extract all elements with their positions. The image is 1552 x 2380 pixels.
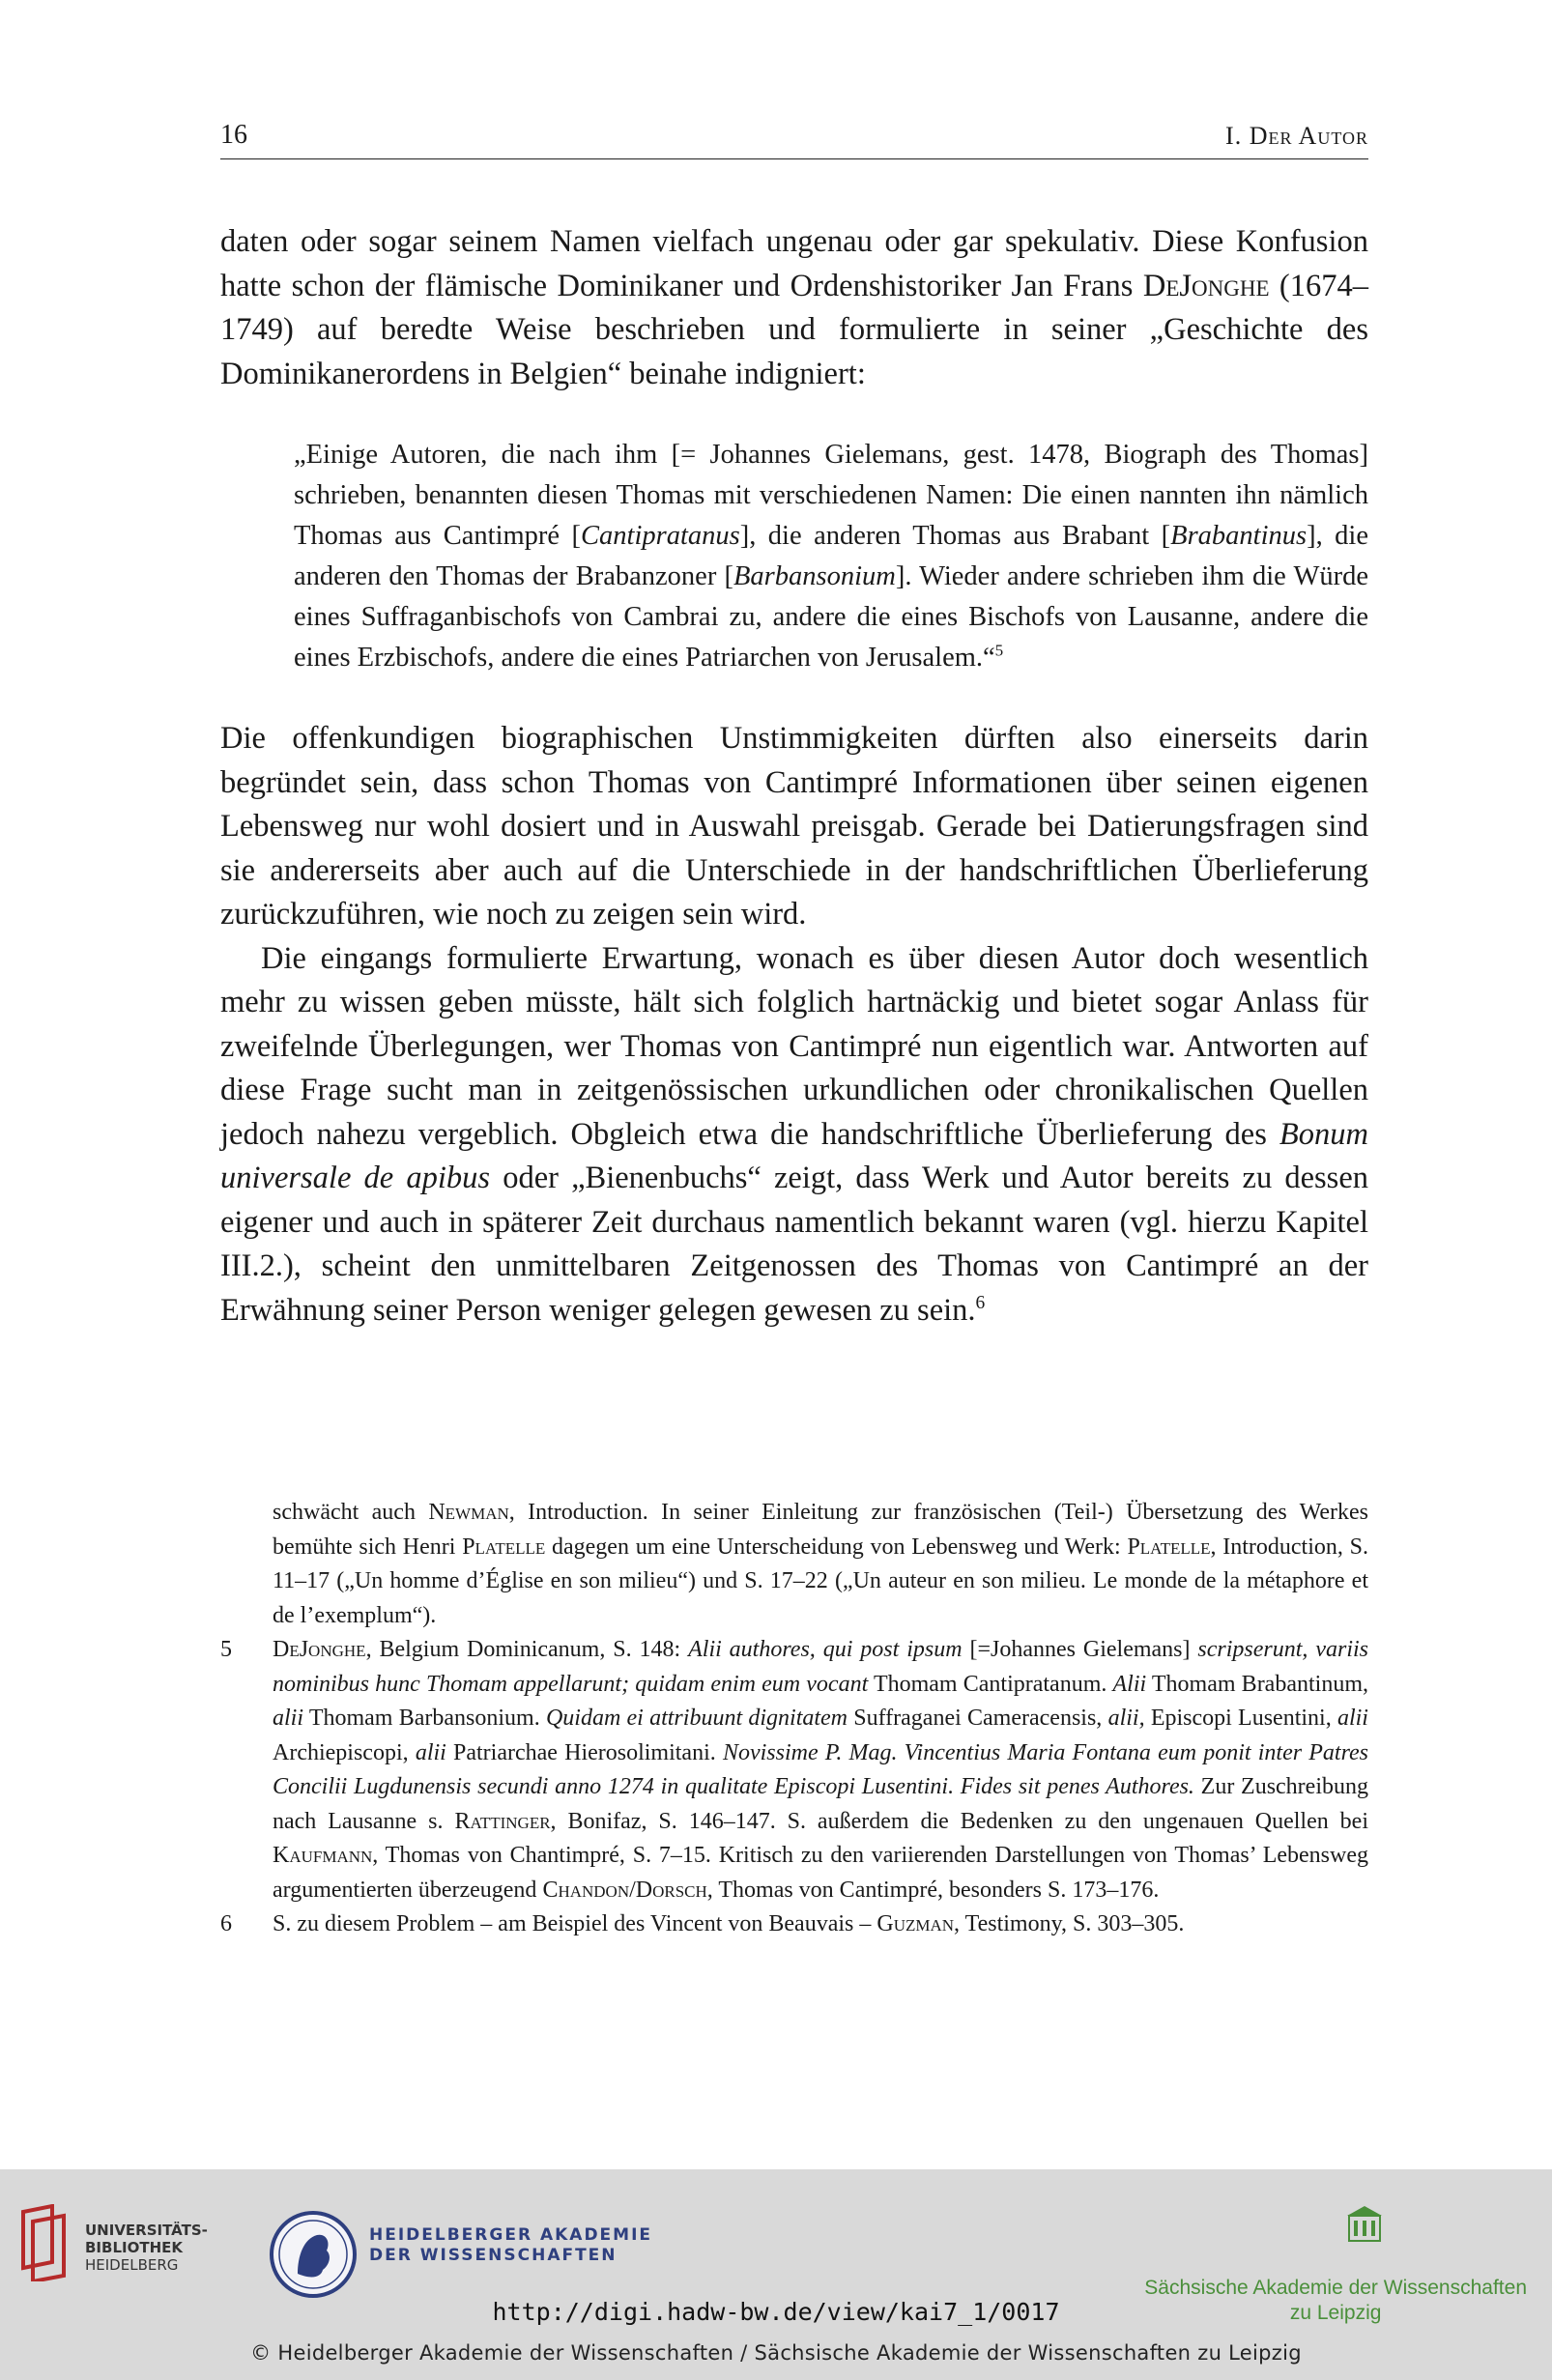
- block-quote: „Einige Autoren, die nach ihm [= Johannes Gielemans, gest. 1478, Biograph des Thomas] schrieben, benannten diesen Thomas mit verschiedenen Namen: Die einen nannten ihn nämlich Thomas aus Cantimpré [Cantipratanus], die anderen Thomas aus Brabant [Brabantinus], die anderen den Thomas der Brabanzoner [Barbansonium]. Wieder andere schrieben ihm die Würde eines Suffraganbischofs von Cambrai zu, andere die eines Bischofs von Lausanne, andere die eines Erzbischofs, andere die eines Patriarchen von Jerusalem.“$^5$: [294, 440, 1368, 673]
- footnote-6: 6 S. zu diesem Problem – am Beispiel des Vincent von Beauvais – Guzman, Testimony, S. 303–305.: [220, 1907, 1368, 1942]
- running-title: I. Der Autor: [1225, 122, 1368, 150]
- footnotes: [220, 1496, 1368, 1942]
- footnote-number: 6: [220, 1911, 232, 1936]
- paragraph-3: Die eingangs formulierte Erwartung, wonach es über diesen Autor doch wesentlich mehr zu wissen geben müsste, hält sich folglich hartnäckig und bietet sogar Anlass für zweifelnde Überlegungen, wer Thomas von Cantimpré nun eigentlich war. Antworten auf diese Frage sucht man in zeitgenössischen urkundlichen oder chronikalischen Quellen jedoch nahezu vergeblich. Obgleich etwa die handschriftliche Überlieferung des Bonum universale de apibus oder „Bienenbuchs“ zeigt, dass Werk und Autor bereits zu dessen eigener und auch in späterer Zeit durchaus namentlich bekannt waren (vgl. hierzu Kapitel III.2.), scheint den unmittelbaren Zeitgenossen des Thomas von Cantimpré an der Erwähnung seiner Person weniger gelegen gewesen zu sein.$^6$: [220, 940, 1369, 1328]
- running-header: [220, 116, 1368, 159]
- ub-logo-icon: [14, 2204, 75, 2281]
- main-text: [220, 220, 1368, 1333]
- author-name: DeJonghe: [1142, 268, 1270, 303]
- hadw-logo-text: HEIDELBERGER AKADEMIE DER WISSENSCHAFTEN: [369, 2225, 653, 2265]
- ub-logo-text: UNIVERSITÄTS- BIBLIOTHEK HEIDELBERG: [85, 2222, 208, 2274]
- copyright-notice: © Heidelberger Akademie der Wissenschaften / Sächsische Akademie der Wissenschaften zu Leipzig: [250, 2341, 1302, 2365]
- saw-building-icon[interactable]: [1345, 2204, 1384, 2243]
- footnote-ref[interactable]: 5: [994, 641, 1004, 660]
- hadw-seal-icon[interactable]: [269, 2210, 358, 2299]
- ub-heidelberg-logo[interactable]: [14, 2204, 207, 2310]
- footnote-continuation: schwächt auch Newman, Introduction. In seiner Einleitung zur französischen (Teil-) Übersetzung des Werkes bemühte sich Henri Platelle dagegen um eine Unterscheidung von Lebensweg und Werk: Platelle, Introduction, S. 11–17 („Un homme d’Église en son milieu“) und S. 17–22 („Un auteur en son milieu. Le monde de la métaphore et de l’exemplum“).: [273, 1500, 1369, 1628]
- footnote-number: 5: [220, 1637, 232, 1662]
- saw-logo-text: Sächsische Akademie der Wissenschaften zu Leipzig: [1144, 2277, 1527, 2324]
- paragraph-2: Die offenkundigen biographischen Unstimmigkeiten dürften also einerseits darin begründet sein, dass schon Thomas von Cantimpré Informationen über seinen eigenen Lebensweg nur wohl dosiert und in Auswahl preisgab. Gerade bei Datierungsfragen sind sie andererseits aber auch auf die Unterschiede in der handschriftlichen Überlieferung zurückzuführen, wie noch zu zeigen sein wird.: [220, 721, 1368, 932]
- viewer-footer: [0, 2169, 1552, 2380]
- permalink-url[interactable]: http://digi.hadw-bw.de/view/kai7_1/0017: [492, 2298, 1060, 2326]
- paragraph-1: daten oder sogar seinem Namen vielfach ungenau oder gar spekulativ. Diese Konfusion hatte schon der flämische Dominikaner und Ordenshistoriker Jan Frans DeJonghe (1674–1749) auf beredte Weise beschrieben und formulierte in seiner „Geschichte des Dominikanerordens in Belgien“ beinahe indigniert:: [220, 224, 1368, 391]
- footnote-ref[interactable]: 6: [975, 1292, 986, 1313]
- page-number: 16: [220, 120, 247, 150]
- footnote-5: 5 DeJonghe, Belgium Dominicanum, S. 148: Alii authores, qui post ipsum [=Johannes Gielemans] scripserunt, variis nominibus hunc Thomam appellarunt; quidam enim eum vocant Thomam Cantipratanum. Alii Thomam Brabantinum, alii Thomam Barbansonium. Quidam ei attribuunt dignitatem Suffraganei Cameracensis, alii, Episcopi Lusentini, alii Archiepiscopi, alii Patriarchae Hierosolimitani. Novissime P. Mag. Vincentius Maria Fontana eum ponit inter Patres Concilii Lugdunensis secundi anno 1274 in qualitate Episcopi Lusentini. Fides sit penes Authores. Zur Zuschreibung nach Lausanne s. Rattinger, Bonifaz, S. 146–147. S. außerdem die Bedenken zu den ungenauen Quellen bei Kaufmann, Thomas von Chantimpré, S. 7–15. Kritisch zu den variierenden Darstellungen von Thomas’ Lebensweg argumentierten überzeugend Chandon/Dorsch, Thomas von Cantimpré, besonders S. 173–176.: [220, 1633, 1368, 1907]
